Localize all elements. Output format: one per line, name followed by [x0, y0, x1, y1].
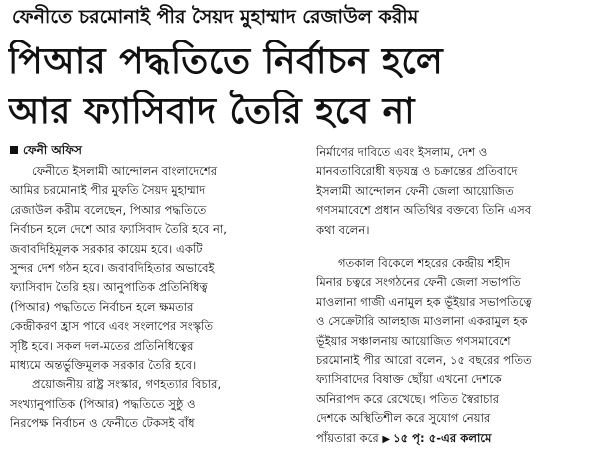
text-line: রেজাউল করীম বলেছেন, পিআর পদ্ধতিতে [10, 202, 207, 217]
text-line: আমির চরমোনাই পীর মুফতি সৈয়দ মুহাম্মাদ [10, 183, 206, 198]
text-line: মিনার চত্বরে সংগঠনের ফেনী জেলা সভাপতি [316, 275, 521, 290]
text-line: সৃষ্টি হবে। সকল দল-মতের প্রতিনিধিত্বের [10, 338, 194, 353]
text-line: ও সেক্রেটারি আলহাজ মাওলানা একরামুল হক [316, 314, 528, 329]
byline [10, 141, 82, 159]
right-paragraph-1 [316, 143, 602, 240]
article-kicker: ফেনীতে চরমোনাই পীর সৈয়দ মুহাম্মাদ রেজাউল করীম [12, 6, 419, 28]
last-line [316, 429, 602, 449]
text-line: মাওলানা গাজী এনামুল হক ভূঁইয়ার সভাপতিত্বে [316, 294, 532, 309]
text-line: ইসলামী আন্দোলন ফেনী জেলা আয়োজিত [316, 183, 514, 198]
text-line: মাধ্যমে অন্তর্ভুক্তিমূলক সরকার তৈরি হবে। [10, 358, 197, 373]
text-line: মানবতাবিরোধী ষড়যন্ত্র ও চক্রান্তের প্রতিবাদে [316, 164, 518, 179]
last-line-text: পাঁয়তারা করে [316, 430, 379, 445]
left-paragraph-2 [10, 375, 296, 433]
text-line: সুন্দর দেশ গঠন হবে। জবাবদিহিতার অভাবেই [10, 261, 215, 276]
continuation-jump[interactable] [382, 431, 491, 445]
text-line: গণসমাবেশে প্রধান অতিথির বক্তব্যে তিনি এসব [316, 203, 532, 218]
left-paragraph-1 [10, 162, 296, 375]
text-line: কথা বলেন। [316, 222, 370, 237]
right-column [316, 143, 602, 449]
text-line: ভূঁইয়ার সঞ্চালনায় আয়োজিত গণসমাবেশে [316, 333, 511, 348]
headline-line-1: পিআর পদ্ধতিতে নির্বাচন হলে [8, 41, 444, 82]
play-arrow-icon: ▶ [382, 433, 391, 445]
byline-text: ফেনী অফিস [23, 143, 82, 157]
text-line: দেশকে অস্থিতিশীল করে সুযোগ নেয়ার [316, 411, 491, 426]
right-paragraph-2 [316, 254, 602, 449]
text-line: সংখ্যানুপাতিক (পিআর) পদ্ধতিতে সুষ্ঠু ও [10, 396, 196, 411]
text-line: অনিরাপদ করে রেখেছে। পতিত স্বৈরাচার [316, 391, 500, 406]
text-line: জবাবদিহিমূলক সরকার কায়েম হবে। একটি [10, 241, 203, 256]
text-line: প্রয়োজনীয় রাষ্ট্র সংস্কার, গণহত্যার বিচার, [32, 377, 222, 392]
text-line: কেন্দ্রীকরণ হ্রাস পাবে এবং সংলাপের সংস্কৃতি [10, 319, 214, 334]
text-line: ফ্যাসিবাদ তৈরি হয়। আনুপাতিক প্রতিনিধিত্ব [10, 280, 208, 295]
continuation-text: ১৫ পৃ: ৫-এর কলামে [393, 430, 492, 445]
text-line: নিরপেক্ষ নির্বাচন ও ফেনীতে টেকসই বাঁধ [10, 416, 195, 431]
text-line: চরমোনাই পীর আরো বলেন, ১৫ বছরের পতিত [316, 353, 532, 368]
left-column [10, 162, 296, 434]
text-line: নির্বাচন হলে দেশে আর ফ্যাসিবাদ তৈরি হবে না, [10, 222, 227, 237]
text-line: ফ্যাসিবাদের বিষাক্ত ছোঁয়া এখনো দেশকে [316, 372, 502, 387]
text-line: নির্মাণের দাবিতে এবং ইসলাম, দেশ ও [316, 145, 488, 159]
text-line: গতকাল বিকেলে শহরের কেন্দ্রীয় শহীদ [338, 256, 511, 271]
text-line: ফেনীতে ইসলামী আন্দোলন বাংলাদেশের [32, 164, 218, 178]
text-line: (পিআর) পদ্ধতিতে নির্বাচন হলে ক্ষমতার [10, 299, 194, 314]
headline-line-2: আর ফ্যাসিবাদ তৈরি হবে না [8, 91, 416, 132]
square-bullet-icon [10, 146, 18, 154]
